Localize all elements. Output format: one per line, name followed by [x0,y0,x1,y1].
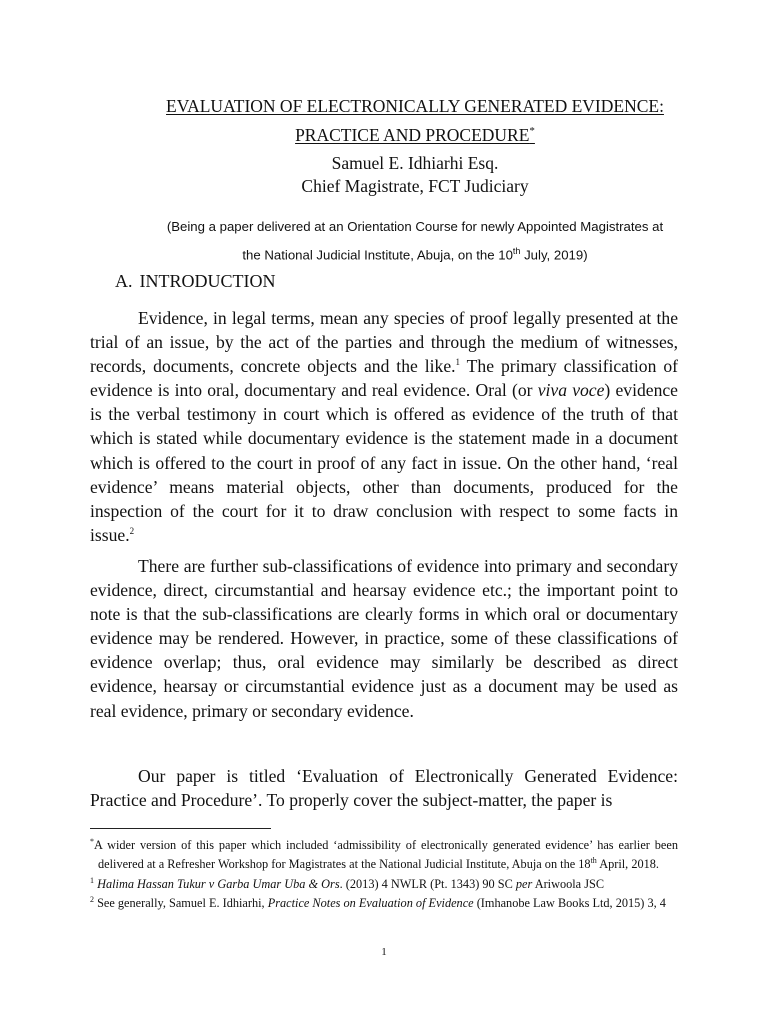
footnotes [90,834,678,911]
section-title: INTRODUCTION [139,271,276,291]
author-name: Samuel E. Idhiarhi Esq. [331,153,499,173]
footnote-star: *A wider version of this paper which included ‘admissibility of electronically generated evidence’ has earlier been delivered at a Refresher Workshop for Magistrates at the National Judicial Institute, Abuja on the 18th April, 2018. [90,837,678,872]
section-number: A. [115,271,133,291]
title-footnote-marker: * [529,125,535,137]
author-position: Chief Magistrate, FCT Judiciary [301,176,529,196]
section-heading [115,269,275,293]
footnote-separator [90,828,271,829]
footnote-2: $^2$ See generally, Samuel E. Idhiarhi, Practice Notes on Evaluation of Evidence (Imhanobe Law Books Ltd, 2015) 3, 4 [90,894,666,910]
occasion-line-1: (Being a paper delivered at an Orientation Course for newly Appointed Magistrates at [166,219,664,234]
author-block [90,152,740,198]
paragraph-introduction: Evidence, in legal terms, mean any species of proof legally presented at the trial of an issue, by the act of the parties and through the medium of witnesses, records, documents, concrete objects and the like.$^1$ The primary classification of evidence is into oral, documentary and real evidence. Oral (or viva voce) evidence is the verbal testimony in court which is offered as evidence of the truth of that which is stated while documentary evidence is the statement made in a document which is offered to the court in proof of any fact in issue. On the other hand, ‘real evidence’ means material objects, other than documents, produced for the inspection of the court for it to draw conclusion with respect to some facts in issue.$^2$ [90,308,678,545]
footnote-1: $^1$ Halima Hassan Tukur v Garba Umar Uba & Ors. (2013) 4 NWLR (Pt. 1343) 90 SC per Ariwoola JSC [90,875,605,891]
page-number: 1 [381,946,387,958]
title-line-1: EVALUATION OF ELECTRONICALLY GENERATED EVIDENCE: [166,96,664,116]
paragraph-paper-title: Our paper is titled ‘Evaluation of Electronically Generated Evidence: Practice and Procedure’. To properly cover the subject-matter, the paper is [90,766,678,811]
paper-title [90,94,740,148]
occasion-line-2: the National Judicial Institute, Abuja, on the 10th July, 2019) [242,246,588,263]
occasion-note [120,214,710,267]
title-line-2: PRACTICE AND PROCEDURE [295,124,530,145]
footnote-ref-1: 1 [455,357,461,368]
paragraph-subclassifications: There are further sub-classifications of evidence into primary and secondary evidence, direct, circumstantial and hearsay evidence etc.; the important point to note is that the sub-classifications are clearly forms in which oral or documentary evidence may be rendered. However, in practice, some of these classifications of evidence overlap; thus, oral evidence may similarly be described as direct evidence, hearsay or circumstantial evidence just as a document may be used as real evidence, primary or secondary evidence. [90,556,678,721]
footnote-ref-2: 2 [129,525,135,536]
